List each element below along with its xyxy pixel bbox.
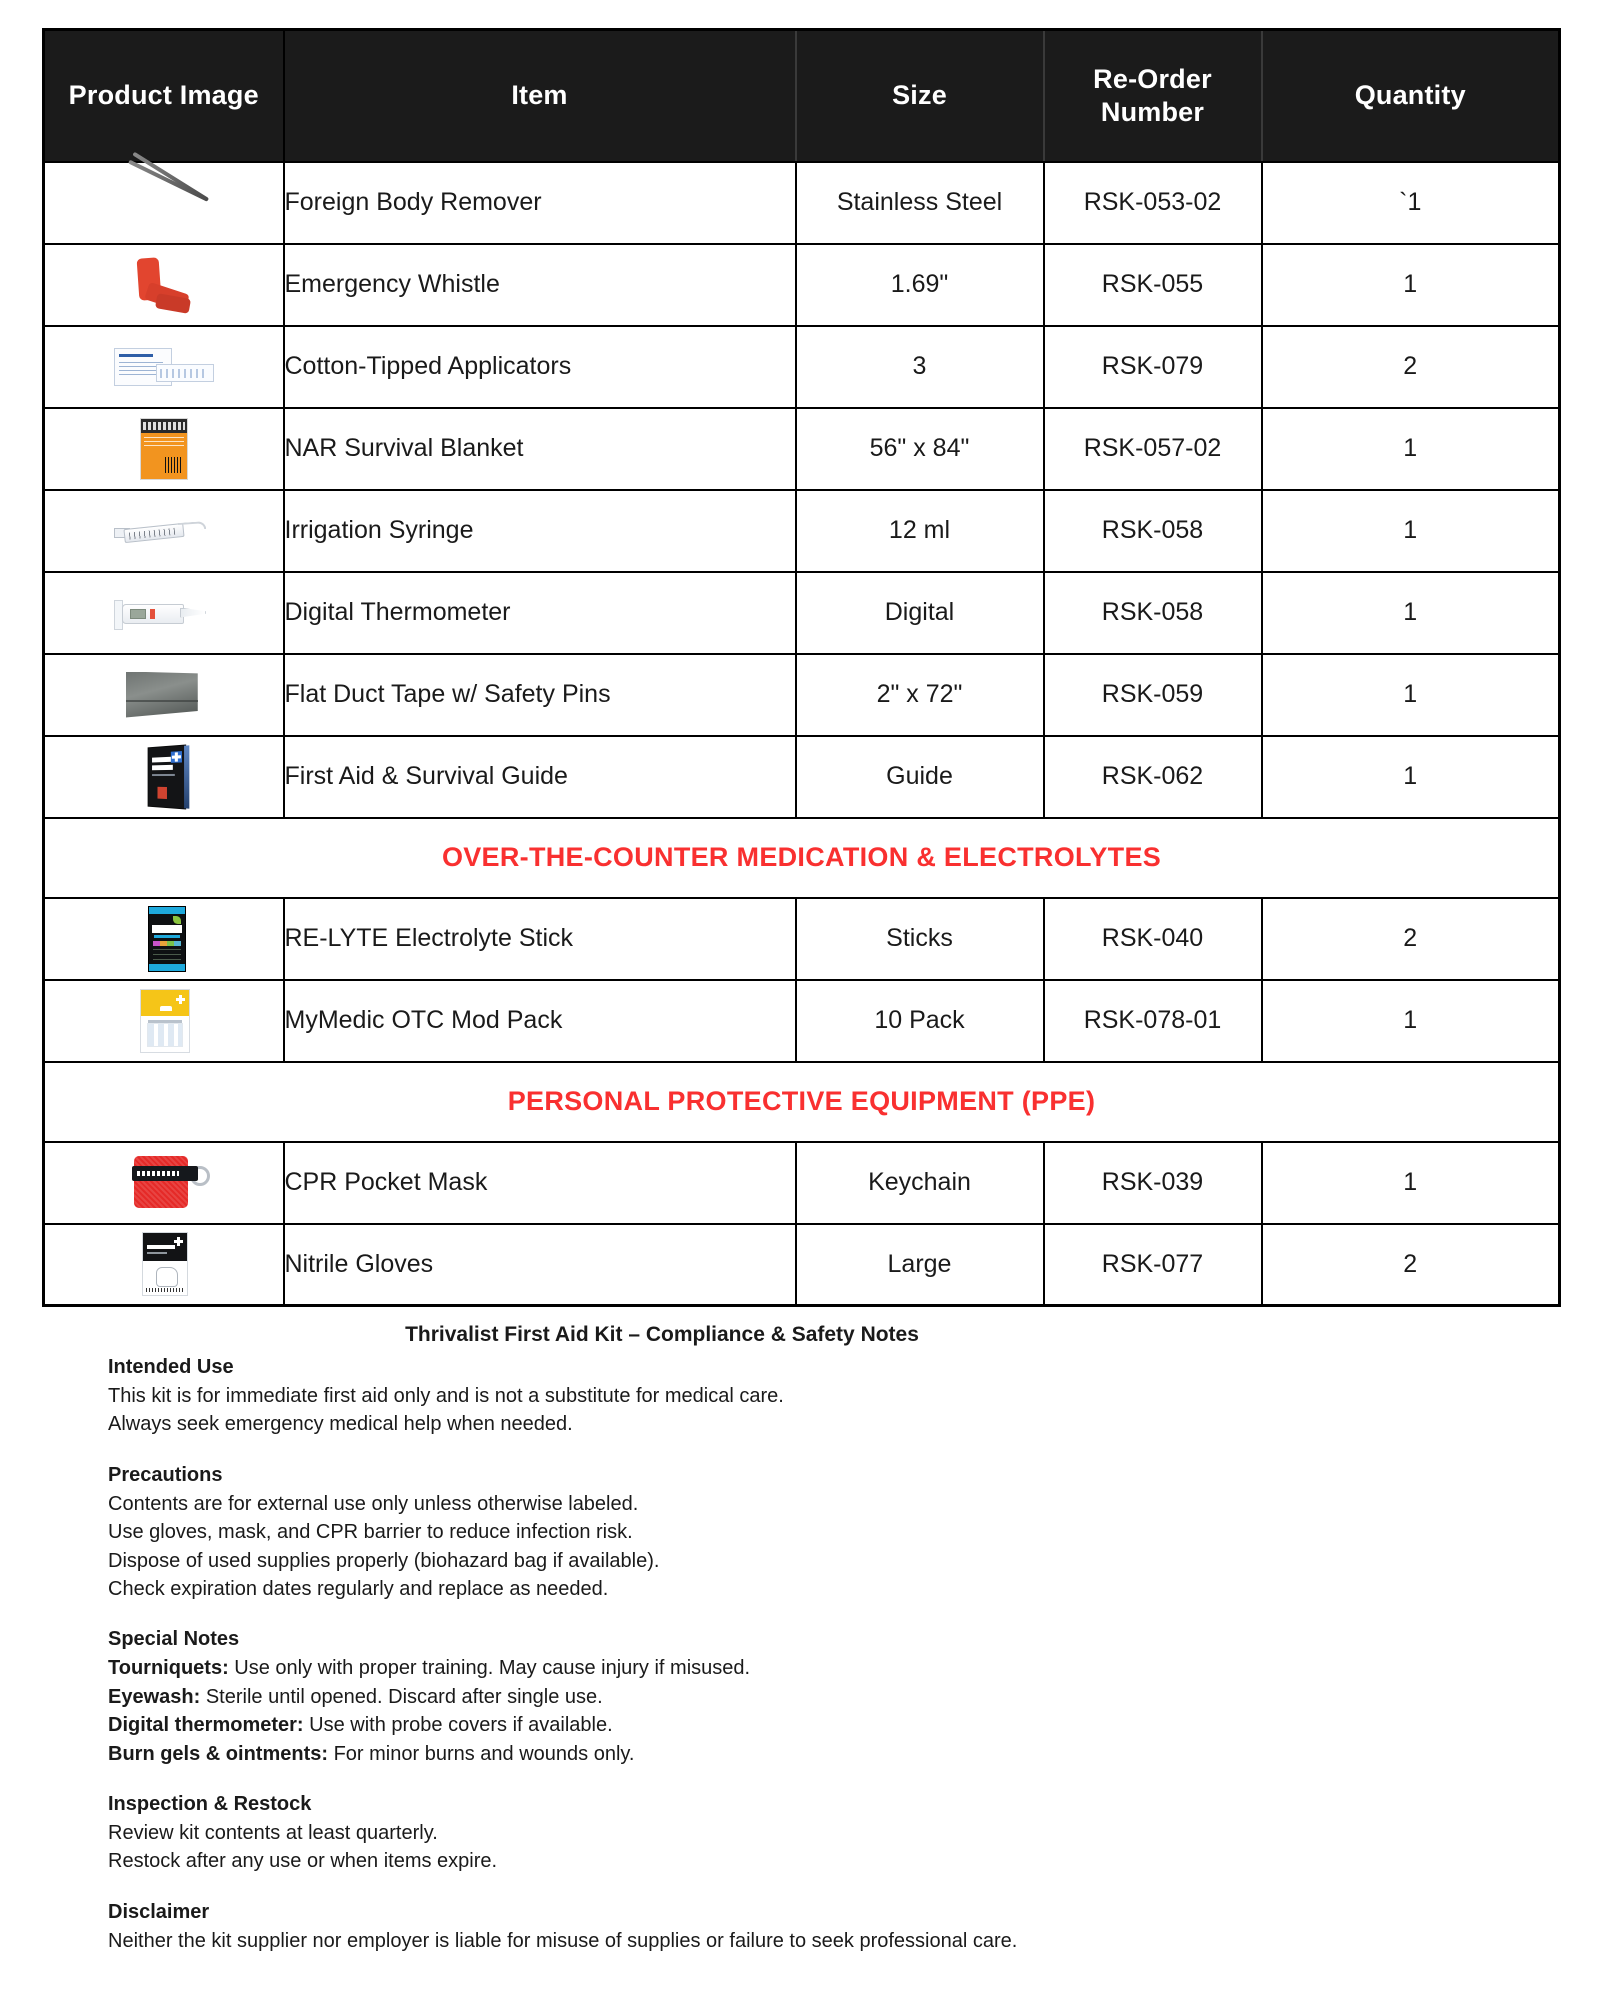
cell-size: Sticks xyxy=(796,898,1044,980)
table-row xyxy=(44,490,1560,572)
compliance-safety-notes xyxy=(42,1323,1558,1955)
cell-reorder: RSK-078-01 xyxy=(1044,980,1262,1062)
cell-item: Nitrile Gloves xyxy=(284,1224,796,1306)
cell-reorder: RSK-079 xyxy=(1044,326,1262,408)
note-block xyxy=(108,1790,1516,1876)
cell-qty: 1 xyxy=(1262,572,1560,654)
note-line-label: Digital thermometer: xyxy=(108,1714,304,1737)
cell-size: Digital xyxy=(796,572,1044,654)
cell-qty: 1 xyxy=(1262,980,1560,1062)
syringe-icon xyxy=(45,496,283,566)
cell-product-image xyxy=(44,326,284,408)
cell-product-image xyxy=(44,1224,284,1306)
table-row xyxy=(44,572,1560,654)
cell-qty: 1 xyxy=(1262,490,1560,572)
cell-reorder: RSK-057-02 xyxy=(1044,408,1262,490)
cell-reorder: RSK-058 xyxy=(1044,490,1262,572)
column-header-reorder-number: Re-Order Number xyxy=(1044,30,1262,162)
cell-reorder: RSK-040 xyxy=(1044,898,1262,980)
cell-qty: 1 xyxy=(1262,408,1560,490)
blanket-icon xyxy=(45,414,283,484)
cell-item: CPR Pocket Mask xyxy=(284,1142,796,1224)
cell-product-image xyxy=(44,572,284,654)
cell-reorder: RSK-053-02 xyxy=(1044,162,1262,244)
cell-product-image xyxy=(44,654,284,736)
table-section-header-row xyxy=(44,818,1560,898)
cell-item: Flat Duct Tape w/ Safety Pins xyxy=(284,654,796,736)
cell-size: 2" x 72" xyxy=(796,654,1044,736)
cell-size: Stainless Steel xyxy=(796,162,1044,244)
cell-item: Cotton-Tipped Applicators xyxy=(284,326,796,408)
table-row xyxy=(44,408,1560,490)
cell-product-image xyxy=(44,898,284,980)
cell-product-image xyxy=(44,980,284,1062)
cell-qty: 1 xyxy=(1262,736,1560,818)
note-line: Neither the kit supplier nor employer is liable for misuse of supplies or failure to seek professional care. xyxy=(108,1929,1018,1952)
note-heading: Disclaimer xyxy=(108,1900,210,1923)
note-line-text: For minor burns and wounds only. xyxy=(328,1742,635,1765)
table-row xyxy=(44,244,1560,326)
note-heading: Intended Use xyxy=(108,1356,234,1378)
cpr-mask-icon xyxy=(45,1148,283,1218)
note-line: Use gloves, mask, and CPR barrier to reduce infection risk. xyxy=(108,1521,633,1544)
note-line xyxy=(108,1683,1516,1711)
column-header-item: Item xyxy=(284,30,796,162)
note-block xyxy=(108,1625,1516,1768)
column-header-quantity: Quantity xyxy=(1262,30,1560,162)
cell-size: Guide xyxy=(796,736,1044,818)
table-row xyxy=(44,162,1560,244)
table-header xyxy=(44,30,1560,162)
cell-item: MyMedic OTC Mod Pack xyxy=(284,980,796,1062)
duct-tape-icon xyxy=(45,660,283,730)
note-block xyxy=(108,1353,1516,1439)
otc-pack-icon xyxy=(45,986,283,1056)
table-row xyxy=(44,326,1560,408)
cell-product-image xyxy=(44,736,284,818)
notes-body xyxy=(108,1353,1516,1955)
cell-qty: 1 xyxy=(1262,654,1560,736)
note-line-text: Sterile until opened. Discard after single use. xyxy=(200,1685,603,1708)
notes-title: Thrivalist First Aid Kit – Compliance & Safety Notes xyxy=(405,1323,919,1346)
cell-reorder: RSK-062 xyxy=(1044,736,1262,818)
cell-product-image xyxy=(44,244,284,326)
note-line xyxy=(108,1740,1516,1768)
cell-size: 56" x 84" xyxy=(796,408,1044,490)
note-heading: Special Notes xyxy=(108,1628,240,1651)
note-line: Always seek emergency medical help when needed. xyxy=(108,1413,573,1436)
table-section-header-row xyxy=(44,1062,1560,1142)
cell-size: 12 ml xyxy=(796,490,1044,572)
note-line: Check expiration dates regularly and replace as needed. xyxy=(108,1577,609,1600)
table-row xyxy=(44,1224,1560,1306)
thermometer-icon xyxy=(45,578,283,648)
cell-size: 1.69" xyxy=(796,244,1044,326)
table-row xyxy=(44,980,1560,1062)
table-row xyxy=(44,736,1560,818)
cell-item: First Aid & Survival Guide xyxy=(284,736,796,818)
cell-qty: 1 xyxy=(1262,244,1560,326)
note-heading: Precautions xyxy=(108,1463,223,1486)
note-block xyxy=(108,1898,1516,1955)
note-line xyxy=(108,1711,1516,1739)
whistle-icon xyxy=(45,250,283,320)
cell-qty: `1 xyxy=(1262,162,1560,244)
relyte-pouch-icon xyxy=(45,904,283,974)
note-line-text: Use with probe covers if available. xyxy=(303,1714,613,1737)
note-line-label: Eyewash: xyxy=(108,1685,201,1708)
cell-product-image xyxy=(44,490,284,572)
guide-book-icon xyxy=(45,742,283,812)
note-line-text: Use only with proper training. May cause injury if misused. xyxy=(228,1657,751,1680)
cell-reorder: RSK-077 xyxy=(1044,1224,1262,1306)
cell-item: RE-LYTE Electrolyte Stick xyxy=(284,898,796,980)
table-body xyxy=(44,162,1560,1306)
note-heading: Inspection & Restock xyxy=(108,1792,312,1815)
cell-item: Irrigation Syringe xyxy=(284,490,796,572)
note-line xyxy=(108,1654,1516,1682)
cell-item: Emergency Whistle xyxy=(284,244,796,326)
cell-size: Large xyxy=(796,1224,1044,1306)
header-row xyxy=(44,30,1560,162)
note-line: Dispose of used supplies properly (biohazard bag if available). xyxy=(108,1549,660,1572)
cell-qty: 2 xyxy=(1262,326,1560,408)
cell-product-image xyxy=(44,408,284,490)
column-header-product-image: Product Image xyxy=(44,30,284,162)
cell-qty: 1 xyxy=(1262,1142,1560,1224)
tweezers-icon xyxy=(45,168,283,238)
cell-product-image xyxy=(44,162,284,244)
section-header-label: OVER-THE-COUNTER MEDICATION & ELECTROLYTES xyxy=(44,818,1560,898)
note-line-label: Tourniquets: xyxy=(108,1657,229,1680)
note-line-label: Burn gels & ointments: xyxy=(108,1742,329,1765)
table-row xyxy=(44,1142,1560,1224)
note-block xyxy=(108,1461,1516,1604)
cell-item: NAR Survival Blanket xyxy=(284,408,796,490)
cell-size: Keychain xyxy=(796,1142,1044,1224)
cell-qty: 2 xyxy=(1262,1224,1560,1306)
cell-size: 3 xyxy=(796,326,1044,408)
cell-reorder: RSK-055 xyxy=(1044,244,1262,326)
cell-size: 10 Pack xyxy=(796,980,1044,1062)
note-line: Review kit contents at least quarterly. xyxy=(108,1821,438,1844)
cell-reorder: RSK-059 xyxy=(1044,654,1262,736)
kit-contents-table xyxy=(42,28,1561,1307)
cell-reorder: RSK-058 xyxy=(1044,572,1262,654)
note-line: This kit is for immediate first aid only and is not a substitute for medical care. xyxy=(108,1385,784,1407)
cell-item: Foreign Body Remover xyxy=(284,162,796,244)
cell-qty: 2 xyxy=(1262,898,1560,980)
nitrile-gloves-icon xyxy=(45,1229,283,1299)
section-header-label: PERSONAL PROTECTIVE EQUIPMENT (PPE) xyxy=(44,1062,1560,1142)
cell-item: Digital Thermometer xyxy=(284,572,796,654)
note-line: Restock after any use or when items expire. xyxy=(108,1850,498,1873)
column-header-size: Size xyxy=(796,30,1044,162)
table-row xyxy=(44,898,1560,980)
table-row xyxy=(44,654,1560,736)
cell-product-image xyxy=(44,1142,284,1224)
note-line: Contents are for external use only unless otherwise labeled. xyxy=(108,1492,639,1515)
cell-reorder: RSK-039 xyxy=(1044,1142,1262,1224)
applicators-icon xyxy=(45,332,283,402)
